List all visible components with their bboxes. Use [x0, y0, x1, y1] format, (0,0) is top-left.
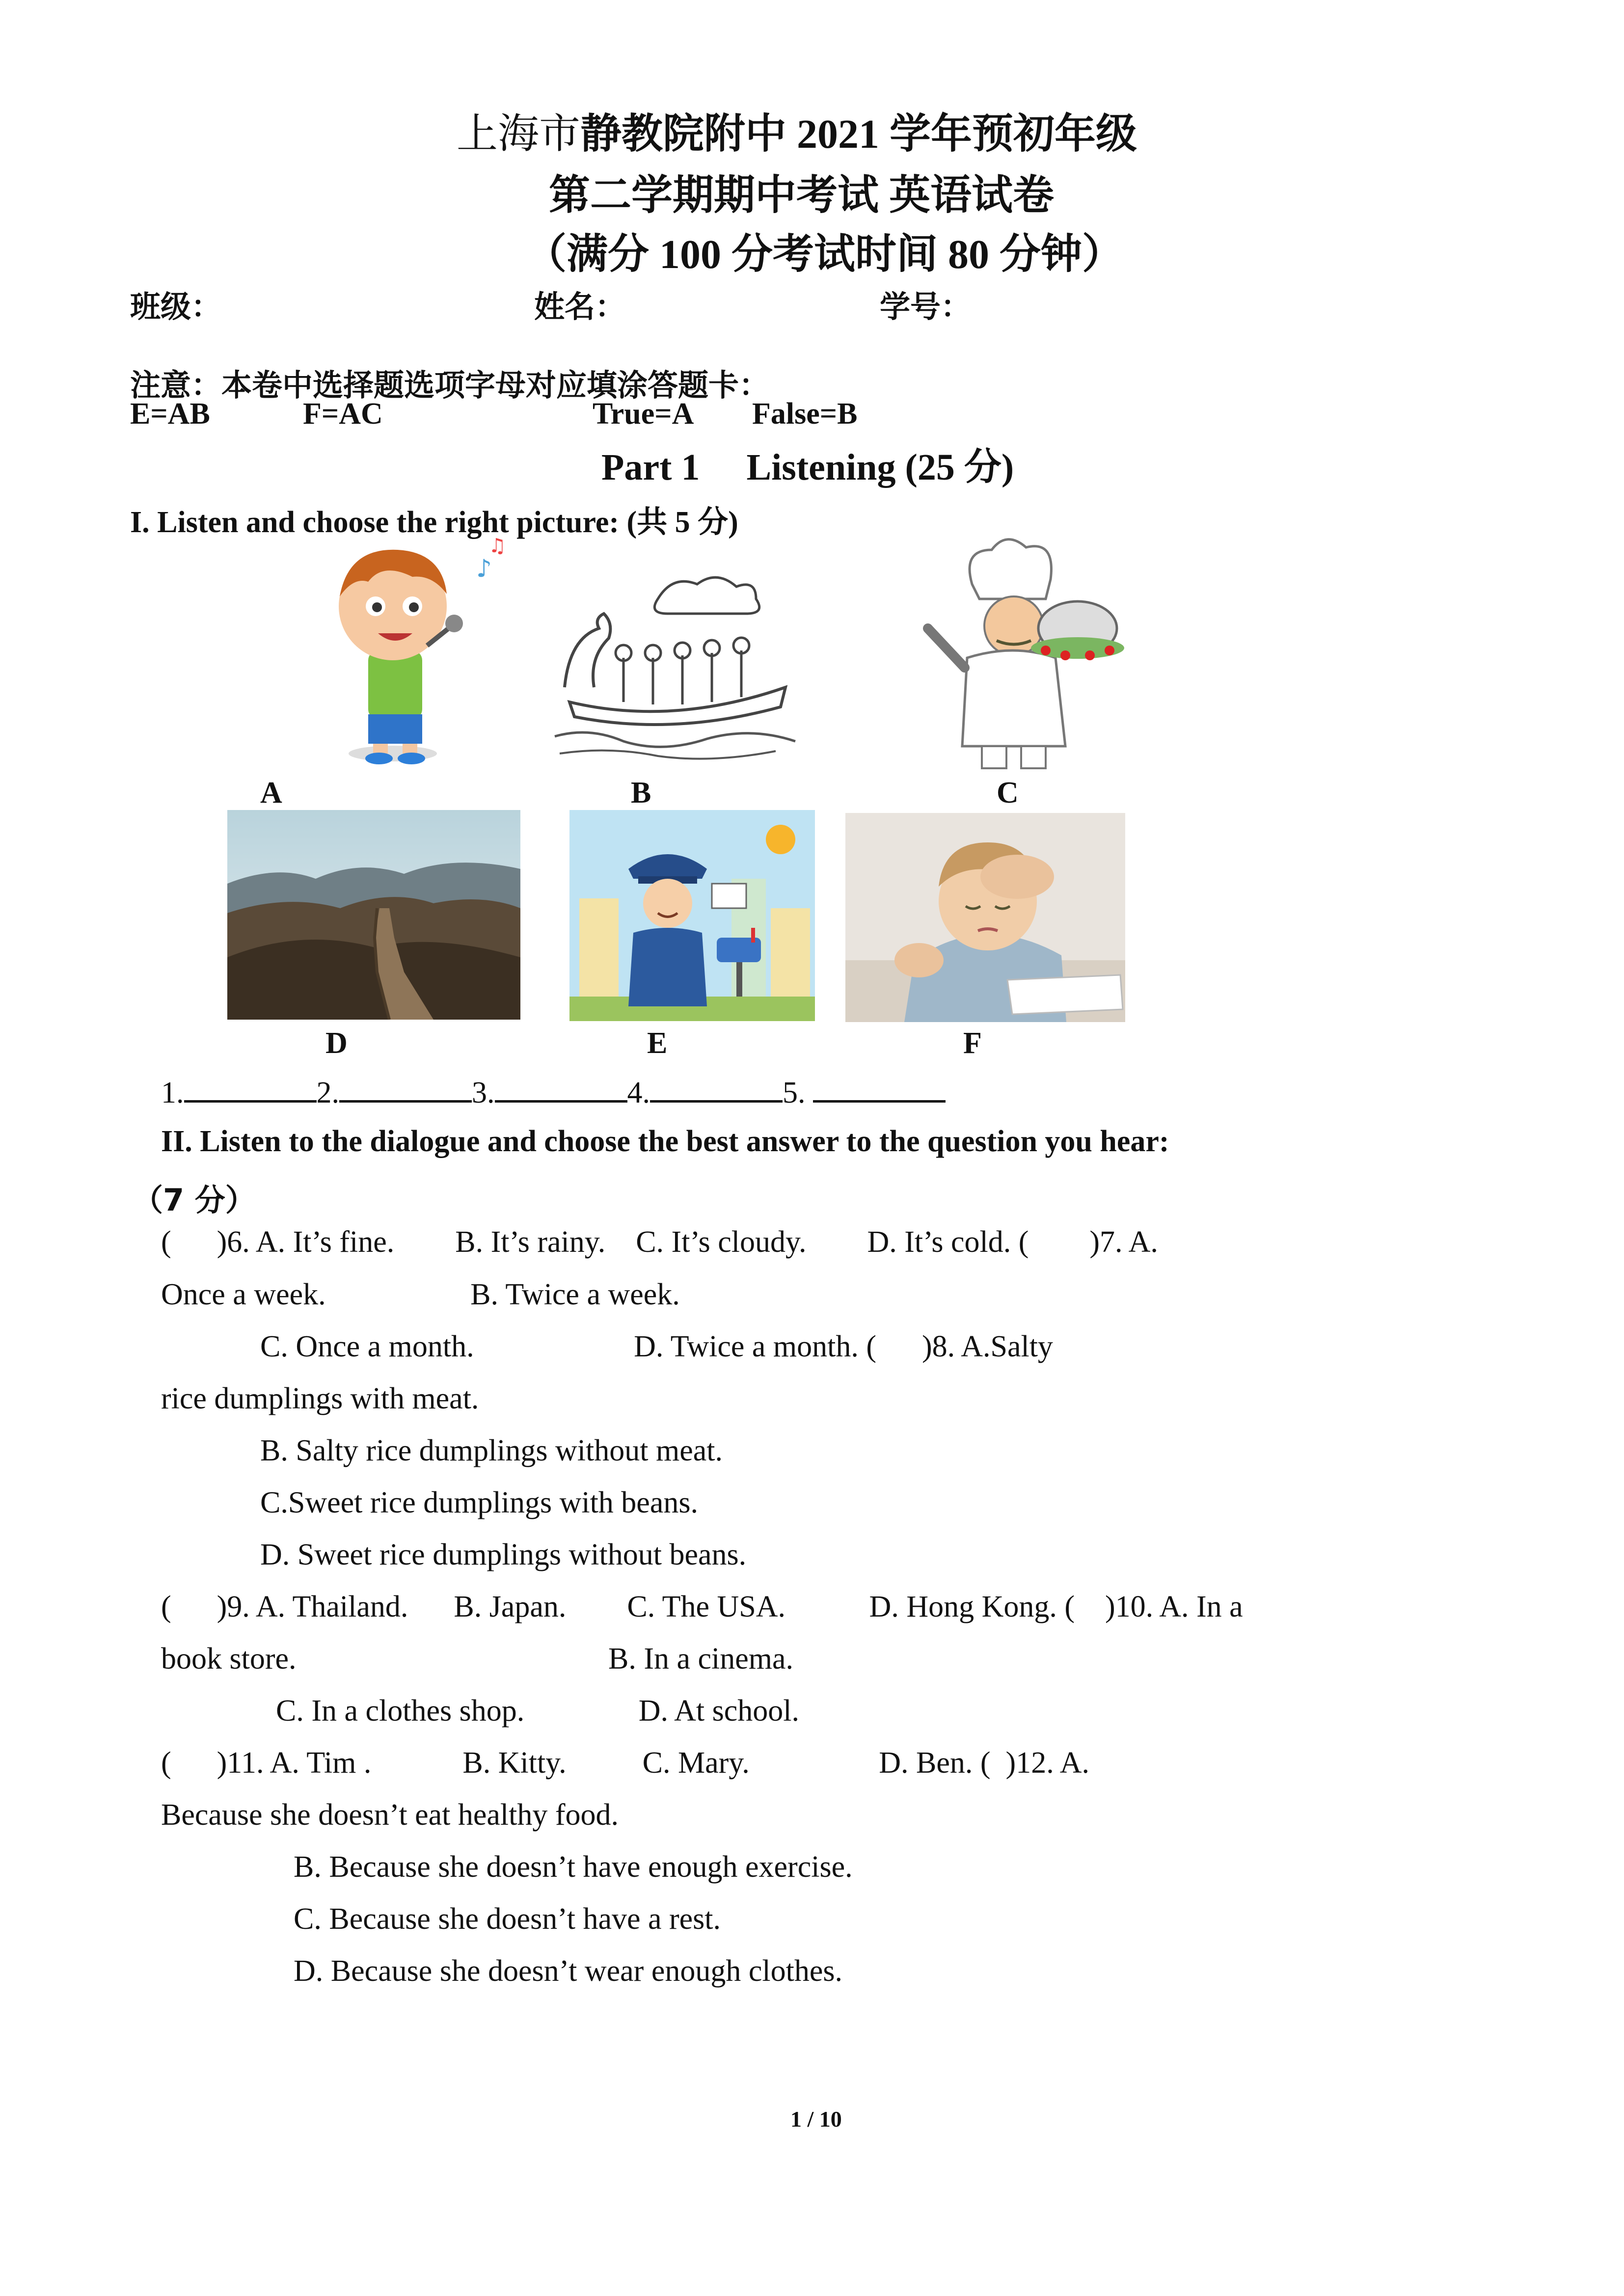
- exam-title-line1: [457, 101, 1137, 160]
- blank-5[interactable]: [813, 1073, 946, 1103]
- question-line: D. Sweet rice dumplings without beans.: [260, 1538, 747, 1571]
- class-label: 班级：: [130, 289, 222, 324]
- code-true: True=A: [593, 397, 694, 431]
- dragon-boat-icon: [550, 560, 805, 768]
- svg-text:♪: ♪: [476, 554, 492, 583]
- picture-c-label: C: [997, 776, 1019, 810]
- blank-2[interactable]: [339, 1073, 472, 1103]
- name-label: 姓名：: [534, 289, 626, 324]
- question-line: Once a week. B. Twice a week.: [161, 1278, 680, 1311]
- picture-f-label: F: [963, 1026, 982, 1060]
- student-id-label: 学号：: [880, 289, 972, 324]
- picture-b: [550, 560, 805, 768]
- picture-f: [845, 813, 1125, 1022]
- section2-points: （7 分）: [133, 1182, 256, 1218]
- blank-5-number: 5.: [783, 1076, 806, 1109]
- singing-boy-icon: [295, 528, 515, 773]
- question-line: B. Salty rice dumplings without meat.: [260, 1434, 723, 1467]
- question-line: C. Once a month. D. Twice a month. ( )8. A.Salty: [260, 1330, 1053, 1363]
- part1-subtitle: Listening (25 分): [746, 447, 1014, 488]
- question-line: ( )11. A. Tim . B. Kitty. C. Mary. D. Ben. ( )12. A.: [161, 1746, 1090, 1780]
- title-school: 静教院附中 2021 学年预初年级: [580, 111, 1137, 157]
- question-line: C.Sweet rice dumplings with beans.: [260, 1486, 698, 1519]
- great-wall-icon: [227, 810, 520, 1020]
- question-line: Because she doesn’t eat healthy food.: [161, 1798, 619, 1832]
- section1-heading: I. Listen and choose the right picture: (共 5 分): [130, 506, 738, 539]
- code-false: False=B: [752, 397, 858, 431]
- picture-a: [295, 528, 515, 773]
- blank-1[interactable]: [184, 1073, 317, 1103]
- blank-3[interactable]: [495, 1073, 627, 1103]
- title-city: 上海市: [457, 109, 581, 158]
- chef-icon: [908, 530, 1124, 773]
- page-number: 1 / 10: [790, 2107, 842, 2132]
- question-line: C. Because she doesn’t have a rest.: [294, 1902, 721, 1936]
- answer-blanks-row: [161, 1073, 946, 1110]
- tired-boy-icon: [845, 813, 1125, 1022]
- exam-title-line2: 第二学期期中考试 英语试卷: [549, 173, 1055, 218]
- question-line: ( )6. A. It’s fine. B. It’s rainy. C. It’s cloudy. D. It’s cold. ( )7. A.: [161, 1225, 1158, 1259]
- picture-c: [908, 530, 1124, 773]
- blank-2-number: 2.: [316, 1076, 339, 1109]
- answer-card-notice: 注意：本卷中选择题选项字母对应填涂答题卡：: [130, 367, 770, 403]
- question-line: C. In a clothes shop. D. At school.: [276, 1694, 799, 1728]
- blank-4-number: 4.: [627, 1076, 650, 1109]
- picture-d: [227, 810, 520, 1020]
- picture-e: [569, 810, 815, 1021]
- question-line: B. Because she doesn’t have enough exercise.: [294, 1850, 853, 1884]
- exam-title-line3: （满分 100 分考试时间 80 分钟）: [525, 232, 1124, 277]
- blank-3-number: 3.: [472, 1076, 495, 1109]
- part1-heading: [601, 437, 1014, 490]
- picture-b-label: B: [631, 776, 651, 810]
- picture-d-label: D: [325, 1026, 348, 1060]
- picture-a-label: A: [260, 776, 282, 810]
- section2-heading: II. Listen to the dialogue and choose the best answer to the question you hear:: [161, 1125, 1169, 1158]
- picture-e-label: E: [647, 1026, 668, 1060]
- blank-4[interactable]: [650, 1073, 783, 1103]
- part1-title: Part 1: [601, 447, 700, 488]
- question-line: book store. B. In a cinema.: [161, 1642, 794, 1675]
- blank-1-number: 1.: [161, 1076, 184, 1109]
- question-line: rice dumplings with meat.: [161, 1382, 479, 1415]
- postman-icon: [569, 810, 815, 1021]
- svg-text:♫: ♫: [488, 535, 506, 557]
- code-e: E=AB: [130, 397, 210, 431]
- code-f: F=AC: [303, 397, 383, 431]
- question-line: ( )9. A. Thailand. B. Japan. C. The USA. D. Hong Kong. ( )10. A. In a: [161, 1590, 1243, 1623]
- question-line: D. Because she doesn’t wear enough clothes.: [294, 1954, 842, 1988]
